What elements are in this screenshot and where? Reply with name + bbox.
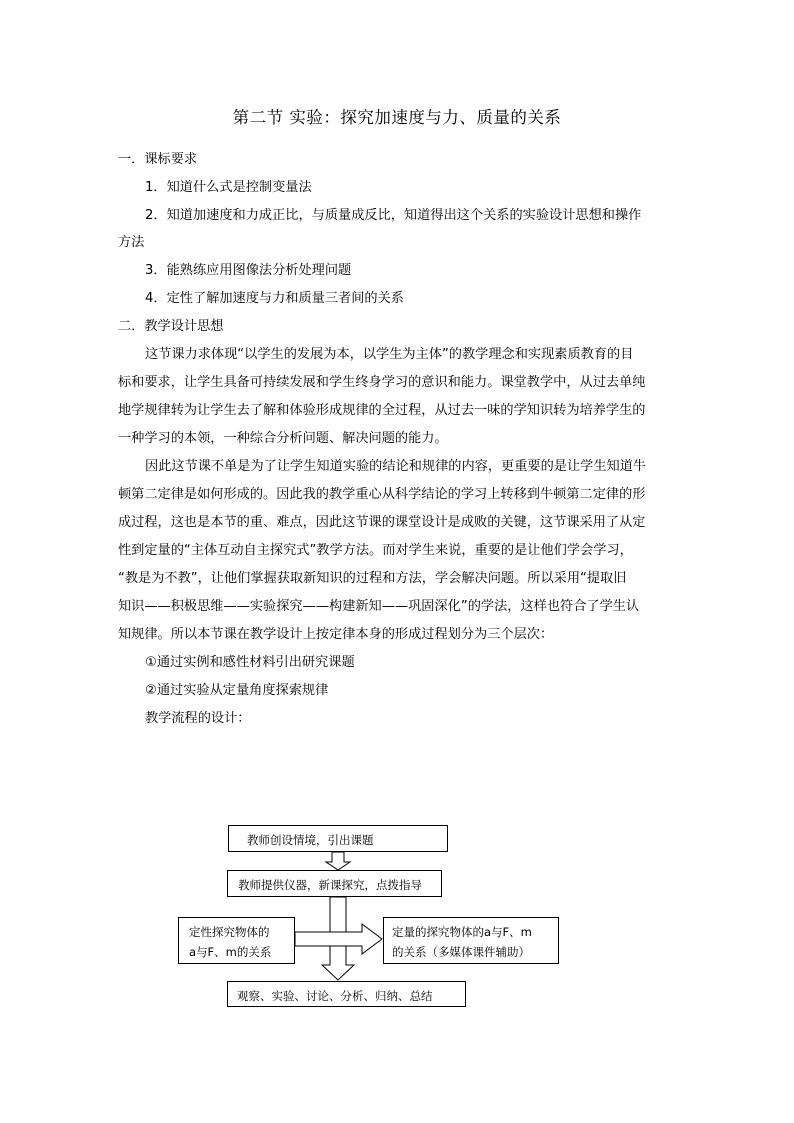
flow-box-4-label-1: 定量的探究物体的a与F、m	[392, 925, 532, 939]
flow-box-create-situation	[228, 825, 448, 852]
step-item-1: ①通过实例和感性材料引出研究课题	[145, 655, 355, 670]
para2-line-1: 因此这节课不单是为了让学生知道实验的结论和规律的内容，更重要的是让学生知道牛	[145, 459, 647, 474]
para1-line-2: 标和要求，让学生具备可持续发展和学生终身学习的意识和能力。课堂教学中，从过去单纯	[118, 375, 646, 390]
flow-intro: 教学流程的设计：	[145, 711, 251, 726]
objective-item-2-cont: 方法	[118, 235, 145, 250]
flow-box-1-label: 教师创设情境，引出课题	[247, 833, 374, 847]
para2-line-7: 知规律。所以本节课在教学设计上按定律本身的形成过程划分为三个层次：	[118, 627, 554, 642]
flow-box-provide-instruments	[227, 870, 442, 897]
para2-line-2: 顿第二定律是如何形成的。因此我的教学重心从科学结论的学习上转移到牛顿第二定律的形	[118, 487, 646, 502]
flow-box-3-label-2: a与F、m的关系	[189, 945, 272, 959]
flow-box-summary	[227, 981, 466, 1007]
para1-line-1: 这节课力求体现“以学生的发展为本，以学生为主体”的教学理念和实现素质教育的目	[145, 347, 634, 362]
step-item-2: ②通过实验从定量角度探索规律	[145, 683, 329, 698]
flow-box-5-label: 观察、实验、讨论、分析、归纳、总结	[237, 989, 433, 1003]
objective-item-2: 2．知道加速度和力成正比，与质量成反比，知道得出这个关系的实验设计思想和操作	[145, 208, 642, 223]
para1-line-4: 一种学习的本领，一种综合分析问题、解决问题的能力。	[118, 431, 448, 446]
para2-line-5: “教是为不教”，让他们掌握获取新知识的过程和方法，学会解决问题。所以采用“提取旧	[118, 571, 627, 586]
para1-line-3: 地学规律转为让学生去了解和体验形成规律的全过程，从过去一味的学知识转为培养学生的	[118, 403, 646, 418]
flow-box-4-label-2: 的关系（多媒体课件辅助）	[392, 945, 530, 959]
flow-box-3-label-1: 定性探究物体的	[189, 925, 270, 939]
objective-item-4: 4．定性了解加速度与力和质量三者间的关系	[145, 291, 404, 306]
flow-box-quantitative	[383, 917, 559, 964]
para2-line-4: 性到定量的“主体互动自主探究式”教学方法。而对学生来说，重要的是让他们学会学习，	[118, 543, 633, 558]
flow-box-2-label: 教师提供仪器，新课探究，点拨指导	[238, 878, 422, 892]
flow-box-qualitative	[178, 917, 295, 964]
section2-heading: 二．教学设计思想	[118, 319, 224, 334]
objective-item-1: 1．知道什么式是控制变量法	[145, 180, 312, 195]
section1-heading: 一．课标要求	[118, 152, 198, 167]
para2-line-3: 成过程，这也是本节的重、难点，因此这节课的课堂设计是成败的关键，这节课采用了从定	[118, 515, 646, 530]
down-arrow-1	[326, 852, 350, 870]
objective-item-3: 3．能熟练应用图像法分析处理问题	[145, 263, 352, 278]
para2-line-6: 知识——积极思维——实验探究——构建新知——巩固深化”的学法，这样也符合了学生认	[118, 599, 640, 614]
page-title: 第二节 实验：探究加速度与力、质量的关系	[232, 108, 562, 127]
